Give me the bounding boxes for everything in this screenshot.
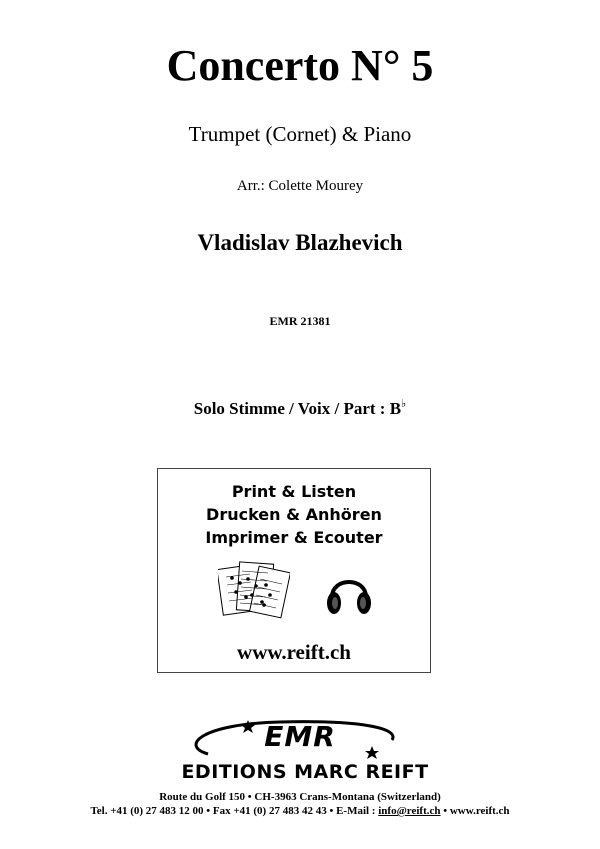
composer: Vladislav Blazhevich — [197, 230, 403, 255]
print-listen-box — [157, 468, 431, 673]
catalog-number: EMR 21381 — [269, 314, 331, 328]
part-label-text: Solo Stimme / Voix / Part : B — [193, 399, 402, 418]
contact-website: • www.reift.ch — [440, 805, 510, 817]
logo-emr-text: EMR — [264, 720, 336, 753]
promo-url[interactable]: www.reift.ch — [237, 640, 351, 664]
arranger: Arr.: Colette Mourey — [236, 178, 364, 194]
publisher-contact — [0, 804, 600, 818]
part-label — [0, 392, 600, 421]
contact-phone-fax: Tel. +41 (0) 27 483 12 00 • Fax +41 (0) 27 483 42 43 • E-Mail : — [90, 805, 379, 817]
flat-sign: ♭ — [401, 398, 407, 410]
publisher-name: EDITIONS MARC REIFT — [181, 761, 429, 783]
instrumentation: Trumpet (Cornet) & Piano — [188, 122, 412, 146]
headphones-icon — [324, 567, 374, 619]
promo-line-french: Imprimer & Ecouter — [205, 528, 383, 547]
promo-line-english: Print & Listen — [231, 482, 357, 501]
promo-line-german: Drucken & Anhören — [206, 505, 382, 524]
score-title: Concerto N° 5 — [166, 41, 434, 90]
sheet-music-icon — [218, 559, 290, 621]
publisher-address: Route du Golf 150 • CH-3963 Crans-Montana (Switzerland) — [159, 791, 441, 803]
email-link[interactable]: info@reift.ch — [378, 805, 441, 817]
publisher-logo — [160, 716, 450, 786]
